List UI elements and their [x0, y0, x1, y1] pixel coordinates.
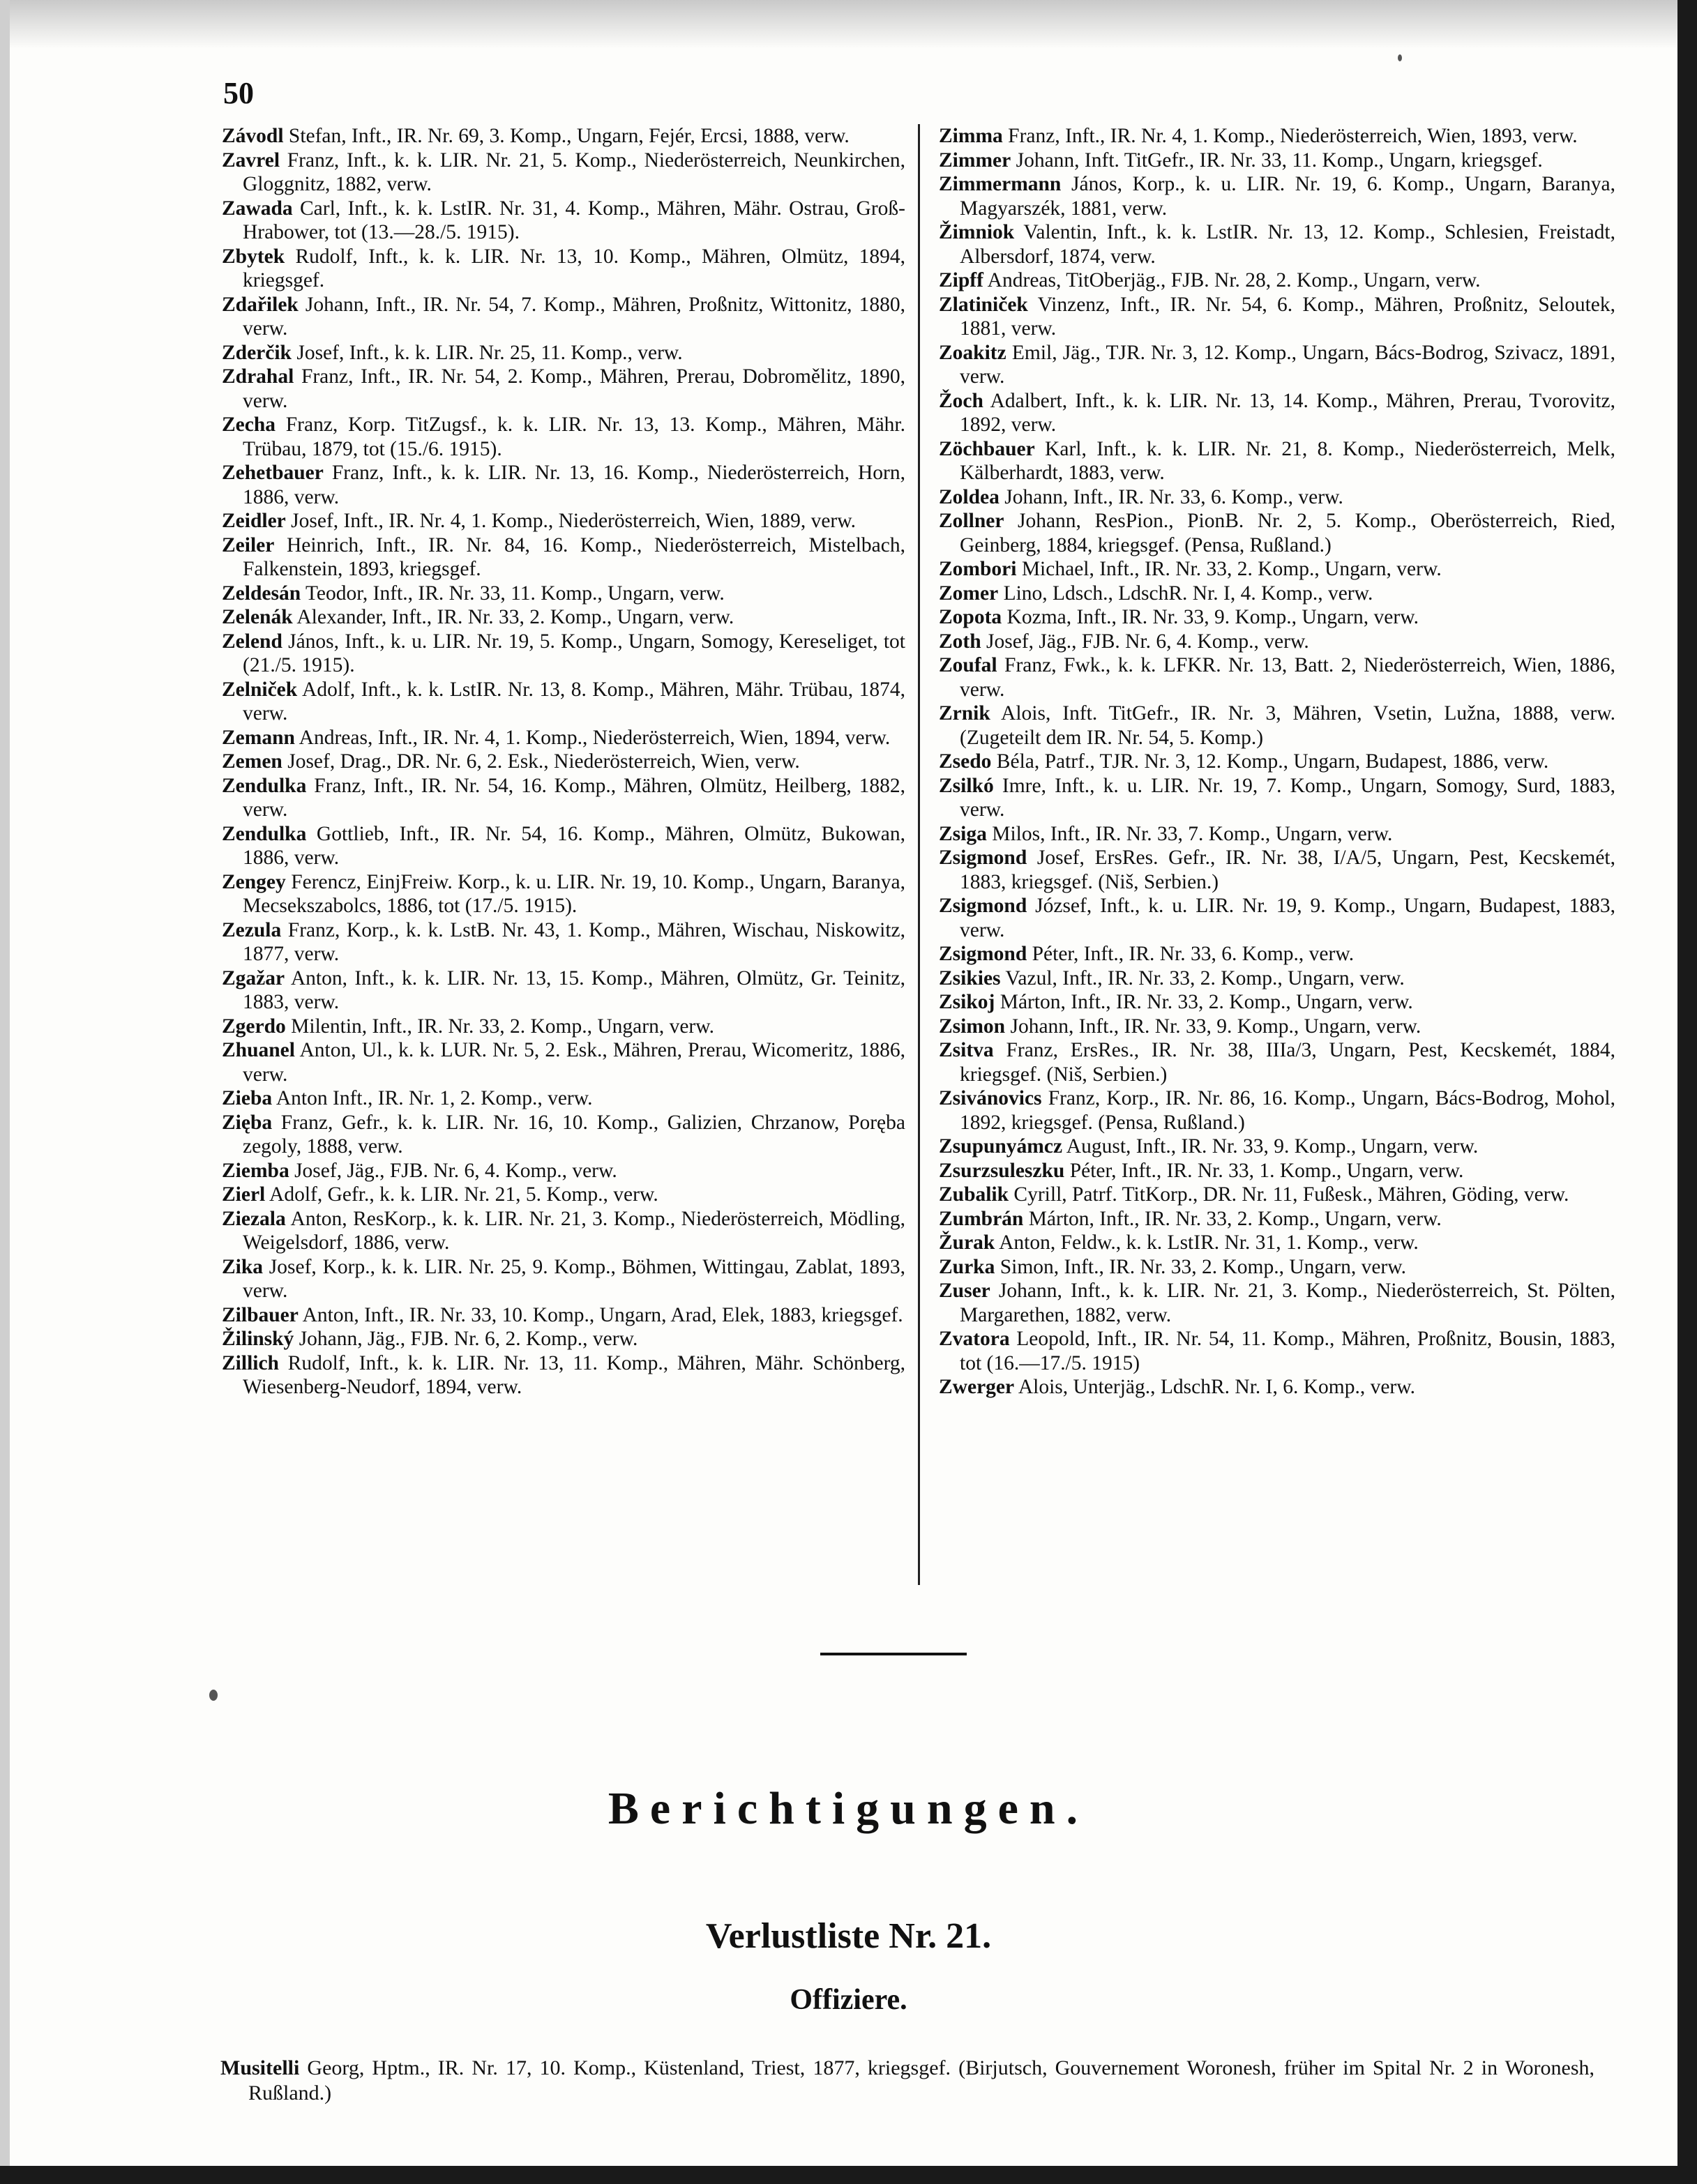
entry-text: Franz, Inft., k. k. LIR. Nr. 13, 16. Komp., Niederösterreich, Horn, 1886, verw.: [243, 462, 905, 508]
entry-name: Zombori: [939, 558, 1017, 580]
entry-name: Zendulka: [222, 822, 307, 845]
casualty-entry: [939, 605, 1615, 630]
ink-spot: [209, 1690, 218, 1701]
entry-name: Zsitva: [939, 1039, 994, 1061]
entry-text: Vinzenz, Inft., IR. Nr. 54, 6. Komp., Mähren, Proßnitz, Seloutek, 1881, verw.: [960, 293, 1615, 340]
entry-text: Johann, Inft., IR. Nr. 54, 7. Komp., Mähren, Proßnitz, Wittonitz, 1880, verw.: [243, 293, 905, 340]
entry-text: Adalbert, Inft., k. k. LIR. Nr. 13, 14. Komp., Mähren, Prerau, Tvorovitz, 1892, verw.: [960, 389, 1615, 436]
entry-text: Ferencz, EinjFreiw. Korp., k. u. LIR. Nr. 19, 10. Komp., Ungarn, Baranya, Mecsekszabolcs, 1886, tot (17./5. 1915).: [243, 870, 905, 917]
casualty-entry: [222, 774, 905, 822]
casualty-entry: [939, 1135, 1615, 1159]
entry-text: Carl, Inft., k. k. LstIR. Nr. 31, 4. Komp., Mähren, Mähr. Ostrau, Groß-Hrabower, tot (13.—28./5. 1915).: [243, 197, 905, 243]
casualty-entry: [222, 678, 905, 726]
ink-spot: [1398, 54, 1402, 61]
casualty-entry: [222, 1111, 905, 1159]
casualty-entry: [222, 1038, 905, 1086]
entry-name: Zollner: [939, 510, 1004, 532]
entry-name: Zavrel: [222, 149, 280, 172]
casualty-entry: [222, 1351, 905, 1400]
entry-text: Vazul, Inft., IR. Nr. 33, 2. Komp., Ungarn, verw.: [1000, 966, 1405, 989]
entry-name: Zöchbauer: [939, 437, 1035, 460]
casualty-entry: [222, 461, 905, 509]
casualty-entry: [939, 293, 1615, 341]
casualty-entry: [222, 750, 905, 774]
entry-text: Josef, Inft., k. k. LIR. Nr. 25, 11. Komp., verw.: [291, 341, 683, 364]
casualty-entry: [939, 894, 1615, 942]
entry-text: János, Inft., k. u. LIR. Nr. 19, 5. Komp., Ungarn, Somogy, Kereseliget, tot (21./5. 1915).: [243, 630, 905, 676]
casualty-entry: [939, 1231, 1615, 1255]
casualty-entry: [222, 293, 905, 341]
entry-name: Zumbrán: [939, 1207, 1024, 1230]
casualty-entry: [222, 918, 905, 966]
casualty-entry: [939, 1015, 1615, 1039]
casualty-entry: [222, 245, 905, 293]
entry-text: Anton, Feldw., k. k. LstIR. Nr. 31, 1. Komp., verw.: [995, 1231, 1419, 1254]
entry-text: Franz, Korp. TitZugsf., k. k. LIR. Nr. 13, 13. Komp., Mähren, Mähr. Trübau, 1879, tot (15./6. 1915).: [243, 414, 905, 460]
casualty-entry: [939, 1207, 1615, 1231]
left-column: [222, 124, 905, 1400]
entry-name: Žimniok: [939, 221, 1015, 243]
entry-text: Márton, Inft., IR. Nr. 33, 2. Komp., Ungarn, verw.: [995, 991, 1413, 1013]
entry-text: Josef, Jäg., FJB. Nr. 6, 4. Komp., verw.: [289, 1159, 617, 1182]
entry-text: Alexander, Inft., IR. Nr. 33, 2. Komp., Ungarn, verw.: [292, 606, 734, 628]
casualty-entry: [222, 822, 905, 870]
casualty-entry: [222, 1207, 905, 1255]
entry-text: Milos, Inft., IR. Nr. 33, 7. Komp., Ungarn, verw.: [986, 822, 1393, 845]
casualty-entry: [939, 124, 1615, 149]
entry-text: Anton Inft., IR. Nr. 1, 2. Komp., verw.: [272, 1087, 593, 1109]
casualty-entry: [939, 1375, 1615, 1400]
entry-name: Zurka: [939, 1255, 995, 1278]
entry-text: Johann, ResPion., PionB. Nr. 2, 5. Komp., Oberösterreich, Ried, Geinberg, 1884, kriegsgef. (Pensa, Rußland.): [960, 510, 1615, 556]
casualty-entry: [222, 1159, 905, 1183]
entry-name: Zsiga: [939, 822, 987, 845]
entry-text: Cyrill, Patrf. TitKorp., DR. Nr. 11, Fußesk., Mähren, Göding, verw.: [1009, 1183, 1569, 1206]
entry-text: Franz, Inft., k. k. LIR. Nr. 21, 5. Komp., Niederösterreich, Neunkirchen, Gloggnitz, 1882, verw.: [243, 149, 905, 195]
entry-name: Žilinský: [222, 1328, 294, 1350]
list-heading: Verlustliste Nr. 21.: [705, 1916, 992, 1956]
casualty-entry: [939, 966, 1615, 991]
entry-name: Zawada: [222, 197, 293, 220]
casualty-entry: [939, 653, 1615, 702]
entry-text: Béla, Patrf., TJR. Nr. 3, 12. Komp., Ungarn, Budapest, 1886, verw.: [991, 750, 1549, 773]
right-column: [939, 124, 1615, 1400]
column-divider: [918, 124, 920, 1585]
entry-name: Zelend: [222, 630, 282, 653]
entry-name: Žurak: [939, 1231, 995, 1254]
entry-text: János, Korp., k. u. LIR. Nr. 19, 6. Komp., Ungarn, Baranya, Magyarszék, 1881, verw.: [960, 173, 1615, 220]
entry-text: József, Inft., k. u. LIR. Nr. 19, 9. Komp., Ungarn, Budapest, 1883, verw.: [960, 895, 1615, 941]
entry-name: Zsupunyámcz: [939, 1135, 1063, 1158]
entry-name: Zoldea: [939, 485, 1000, 508]
entry-text: August, Inft., IR. Nr. 33, 9. Komp., Ungarn, verw.: [1062, 1135, 1479, 1158]
casualty-entry: [939, 1183, 1615, 1207]
entry-text: Imre, Inft., k. u. LIR. Nr. 19, 7. Komp., Ungarn, Somogy, Surd, 1883, verw.: [960, 774, 1615, 821]
casualty-entry: [222, 630, 905, 678]
officers-heading: Offiziere.: [790, 1984, 907, 2016]
entry-text: Andreas, TitOberjäg., FJB. Nr. 28, 2. Komp., Ungarn, verw.: [983, 269, 1481, 291]
entry-text: Gottlieb, Inft., IR. Nr. 54, 16. Komp., Mähren, Olmütz, Bukowan, 1886, verw.: [243, 822, 905, 869]
casualty-entry: [222, 413, 905, 461]
entry-name: Zelniček: [222, 678, 298, 701]
casualty-entry: [939, 702, 1615, 750]
entry-text: Valentin, Inft., k. k. LstIR. Nr. 13, 12. Komp., Schlesien, Freistadt, Albersdorf, 1874, verw.: [960, 221, 1615, 268]
entry-text: Péter, Inft., IR. Nr. 33, 6. Komp., verw.: [1027, 943, 1355, 965]
section-rule: [820, 1653, 967, 1655]
casualty-entry: [222, 726, 905, 750]
entry-name: Zimmer: [939, 149, 1011, 172]
casualty-entry: [222, 1255, 905, 1303]
entry-name: Zika: [222, 1255, 264, 1278]
entry-name: Zimmermann: [939, 173, 1062, 195]
entry-name: Zelenák: [222, 606, 293, 628]
casualty-entry: [222, 1183, 905, 1207]
entry-name: Zgažar: [222, 966, 285, 989]
casualty-entry: [222, 509, 905, 533]
officer-entry: [220, 2056, 1594, 2106]
entry-name: Zlatiniček: [939, 293, 1028, 316]
scan-border-bottom: [0, 2166, 1697, 2184]
entry-text: Georg, Hptm., IR. Nr. 17, 10. Komp., Küstenland, Triest, 1877, kriegsgef. (Birjutsch, Gouvernement Woronesh, früher im Spital Nr. 2 in Woronesh, Rußland.): [248, 2056, 1594, 2105]
entry-name: Zsigmond: [939, 943, 1027, 965]
casualty-entry: [939, 1159, 1615, 1183]
entry-name: Zomer: [939, 582, 999, 605]
casualty-entry: [222, 197, 905, 245]
entry-name: Zimma: [939, 125, 1003, 147]
casualty-entry: [939, 1327, 1615, 1375]
casualty-entry: [222, 124, 905, 149]
entry-text: Leopold, Inft., IR. Nr. 54, 11. Komp., Mähren, Proßnitz, Bousin, 1883, tot (16.—17./5. 1915): [960, 1328, 1615, 1374]
entry-text: Anton, Ul., k. k. LUR. Nr. 5, 2. Esk., Mähren, Prerau, Wicomeritz, 1886, verw.: [243, 1039, 905, 1086]
casualty-entry: [222, 870, 905, 918]
entry-name: Zecha: [222, 414, 276, 436]
entry-name: Závodl: [222, 125, 284, 147]
entry-text: Johann, Inft., k. k. LIR. Nr. 21, 3. Komp., Niederösterreich, St. Pölten, Margarethen, 1882, verw.: [960, 1280, 1615, 1326]
entry-name: Zehetbauer: [222, 462, 324, 484]
casualty-entry: [939, 557, 1615, 582]
entry-name: Zsikoj: [939, 991, 995, 1013]
entry-name: Musitelli: [220, 2056, 300, 2079]
entry-name: Zvatora: [939, 1328, 1010, 1350]
entry-name: Zubalik: [939, 1183, 1009, 1206]
casualty-entry: [222, 365, 905, 413]
entry-text: Franz, Korp., k. k. LstB. Nr. 43, 1. Komp., Mähren, Wischau, Niskowitz, 1877, verw.: [243, 918, 905, 965]
casualty-entry: [939, 630, 1615, 654]
entry-name: Zsedo: [939, 750, 992, 773]
casualty-entry: [939, 437, 1615, 485]
scan-shadow-left: [0, 0, 10, 2184]
entry-name: Zierl: [222, 1183, 266, 1206]
entry-name: Zipff: [939, 269, 983, 291]
entry-name: Ziezala: [222, 1207, 286, 1230]
casualty-entry: [939, 172, 1615, 220]
entry-text: Anton, Inft., IR. Nr. 33, 10. Komp., Ungarn, Arad, Elek, 1883, kriegsgef.: [298, 1303, 903, 1326]
entry-name: Zieba: [222, 1087, 273, 1109]
entry-name: Zsimon: [939, 1015, 1006, 1038]
casualty-entry: [939, 942, 1615, 966]
casualty-entry: [222, 582, 905, 606]
entry-text: Emil, Jäg., TJR. Nr. 3, 12. Komp., Ungarn, Bács-Bodrog, Szivacz, 1891, verw.: [960, 341, 1615, 388]
entry-name: Zsikies: [939, 966, 1001, 989]
casualty-entry: [222, 533, 905, 582]
entry-text: Simon, Inft., IR. Nr. 33, 2. Komp., Ungarn, verw.: [995, 1255, 1407, 1278]
casualty-entry: [222, 1086, 905, 1111]
corrections-heading: Berichtigungen.: [608, 1783, 1089, 1834]
entry-name: Zsigmond: [939, 895, 1027, 917]
entry-text: Franz, Korp., IR. Nr. 86, 16. Komp., Ungarn, Bács-Bodrog, Mohol, 1892, kriegsgef. (Pensa, Rußland.): [960, 1087, 1615, 1134]
entry-text: Milentin, Inft., IR. Nr. 33, 2. Komp., Ungarn, verw.: [285, 1015, 715, 1038]
entry-text: Michael, Inft., IR. Nr. 33, 2. Komp., Ungarn, verw.: [1016, 558, 1442, 580]
entry-text: Karl, Inft., k. k. LIR. Nr. 21, 8. Komp., Niederösterreich, Melk, Kälberhardt, 1883, verw.: [960, 437, 1615, 484]
entry-text: Franz, Gefr., k. k. LIR. Nr. 16, 10. Komp., Galizien, Chrzanow, Poręba zegoly, 1888, verw.: [243, 1111, 905, 1158]
entry-name: Žoch: [939, 389, 983, 412]
entry-name: Zoth: [939, 630, 981, 653]
entry-name: Zoufal: [939, 654, 997, 676]
casualty-entry: [939, 1038, 1615, 1086]
casualty-entry: [939, 341, 1615, 389]
entry-text: Lino, Ldsch., LdschR. Nr. I, 4. Komp., verw.: [998, 582, 1373, 605]
casualty-entry: [939, 1086, 1615, 1135]
entry-text: Anton, Inft., k. k. LIR. Nr. 13, 15. Komp., Mähren, Olmütz, Gr. Teinitz, 1883, verw.: [243, 966, 905, 1013]
entry-text: Franz, Fwk., k. k. LFKR. Nr. 13, Batt. 2, Niederösterreich, Wien, 1886, verw.: [960, 654, 1615, 701]
casualty-entry: [939, 750, 1615, 774]
entry-name: Zsivánovics: [939, 1087, 1042, 1109]
entry-name: Zilbauer: [222, 1303, 299, 1326]
entry-name: Zdrahal: [222, 365, 294, 388]
entry-text: Rudolf, Inft., k. k. LIR. Nr. 13, 10. Komp., Mähren, Olmütz, 1894, kriegsgef.: [243, 245, 905, 291]
entry-name: Zbytek: [222, 245, 285, 268]
casualty-entry: [939, 485, 1615, 510]
entry-text: Alois, Inft. TitGefr., IR. Nr. 3, Mähren, Vsetin, Lužna, 1888, verw. (Zugeteilt dem IR. Nr. 54, 5. Komp.): [960, 702, 1615, 749]
entry-name: Zezula: [222, 918, 282, 941]
casualty-entry: [939, 990, 1615, 1015]
entry-name: Zeidler: [222, 510, 286, 532]
entry-name: Zengey: [222, 870, 286, 893]
entry-text: Anton, ResKorp., k. k. LIR. Nr. 21, 3. Komp., Niederösterreich, Mödling, Weigelsdorf, 1886, verw.: [243, 1207, 905, 1254]
scan-border-right: [1677, 0, 1697, 2184]
entry-name: Zsurzsuleszku: [939, 1159, 1065, 1182]
entry-text: Josef, Jäg., FJB. Nr. 6, 4. Komp., verw.: [981, 630, 1309, 653]
page-number: 50: [223, 76, 254, 110]
entry-text: Péter, Inft., IR. Nr. 33, 1. Komp., Ungarn, verw.: [1064, 1159, 1464, 1182]
entry-text: Johann, Inft. TitGefr., IR. Nr. 33, 11. Komp., Ungarn, kriegsgef.: [1011, 149, 1543, 172]
entry-text: Johann, Inft., IR. Nr. 33, 6. Komp., verw.: [999, 485, 1343, 508]
entry-name: Zsigmond: [939, 847, 1027, 869]
entry-name: Zgerdo: [222, 1015, 286, 1038]
casualty-entry: [222, 966, 905, 1015]
entry-text: Stefan, Inft., IR. Nr. 69, 3. Komp., Ungarn, Fejér, Ercsi, 1888, verw.: [283, 125, 850, 147]
entry-name: Zeldesán: [222, 582, 301, 605]
entry-name: Zsilkó: [939, 774, 994, 797]
scan-shadow-top: [0, 0, 1697, 49]
casualty-entry: [939, 1279, 1615, 1327]
entry-name: Zeiler: [222, 533, 275, 556]
casualty-entry: [222, 1303, 905, 1328]
entry-text: Franz, Inft., IR. Nr. 54, 16. Komp., Mähren, Olmütz, Heilberg, 1882, verw.: [243, 774, 905, 821]
entry-name: Zemen: [222, 750, 282, 773]
entry-text: Heinrich, Inft., IR. Nr. 84, 16. Komp., Niederösterreich, Mistelbach, Falkenstein, 1893, kriegsgef.: [243, 533, 905, 580]
entry-text: Josef, Inft., IR. Nr. 4, 1. Komp., Niederösterreich, Wien, 1889, verw.: [285, 510, 857, 532]
entry-name: Zuser: [939, 1280, 990, 1302]
entry-name: Zemann: [222, 726, 295, 749]
casualty-entry: [939, 582, 1615, 606]
entry-name: Zoakitz: [939, 341, 1006, 364]
casualty-entry: [939, 149, 1615, 173]
casualty-entry: [939, 389, 1615, 437]
casualty-entry: [222, 149, 905, 197]
entry-name: Zendulka: [222, 774, 307, 797]
entry-text: Johann, Jäg., FJB. Nr. 6, 2. Komp., verw.: [294, 1328, 638, 1350]
entry-text: Johann, Inft., IR. Nr. 33, 9. Komp., Ungarn, verw.: [1005, 1015, 1421, 1038]
entry-name: Zderčik: [222, 341, 292, 364]
entry-name: Zwerger: [939, 1376, 1015, 1398]
entry-text: Márton, Inft., IR. Nr. 33, 2. Komp., Ungarn, verw.: [1023, 1207, 1442, 1230]
entry-name: Zopota: [939, 606, 1002, 628]
entry-name: Zillich: [222, 1351, 279, 1374]
entry-text: Josef, Drag., DR. Nr. 6, 2. Esk., Niederösterreich, Wien, verw.: [282, 750, 800, 773]
entry-name: Zhuanel: [222, 1039, 295, 1061]
entry-text: Rudolf, Inft., k. k. LIR. Nr. 13, 11. Komp., Mähren, Mähr. Schönberg, Wiesenberg-Neudorf, 1894, verw.: [243, 1351, 905, 1398]
casualty-entry: [939, 1255, 1615, 1280]
entry-text: Franz, Inft., IR. Nr. 4, 1. Komp., Niederösterreich, Wien, 1893, verw.: [1002, 125, 1578, 147]
entry-name: Zrnik: [939, 702, 990, 725]
entry-name: Ziemba: [222, 1159, 289, 1182]
entry-text: Teodor, Inft., IR. Nr. 33, 11. Komp., Ungarn, verw.: [301, 582, 725, 605]
casualty-entry: [222, 341, 905, 365]
casualty-entry: [222, 1327, 905, 1351]
entry-text: Adolf, Inft., k. k. LstIR. Nr. 13, 8. Komp., Mähren, Mähr. Trübau, 1874, verw.: [243, 678, 905, 725]
casualty-entry: [222, 1015, 905, 1039]
casualty-entry: [939, 774, 1615, 822]
entry-name: Zięba: [222, 1111, 273, 1134]
casualty-entry: [939, 822, 1615, 847]
casualty-entry: [939, 268, 1615, 293]
entry-text: Franz, Inft., IR. Nr. 54, 2. Komp., Mähren, Prerau, Dobromělitz, 1890, verw.: [243, 365, 905, 412]
entry-text: Andreas, Inft., IR. Nr. 4, 1. Komp., Niederösterreich, Wien, 1894, verw.: [294, 726, 891, 749]
casualty-entry: [939, 220, 1615, 268]
entry-text: Josef, Korp., k. k. LIR. Nr. 25, 9. Komp., Böhmen, Wittingau, Zablat, 1893, verw.: [243, 1255, 905, 1302]
casualty-entry: [939, 846, 1615, 894]
entry-text: Alois, Unterjäg., LdschR. Nr. I, 6. Komp., verw.: [1014, 1376, 1416, 1398]
entry-text: Kozma, Inft., IR. Nr. 33, 9. Komp., Ungarn, verw.: [1002, 606, 1419, 628]
entry-name: Zdařilek: [222, 293, 299, 316]
casualty-entry: [222, 605, 905, 630]
entry-text: Franz, ErsRes., IR. Nr. 38, IIIa/3, Ungarn, Pest, Kecskemét, 1884, kriegsgef. (Niš, Serbien.): [960, 1039, 1615, 1086]
entry-text: Adolf, Gefr., k. k. LIR. Nr. 21, 5. Komp., verw.: [265, 1183, 658, 1206]
entry-text: Josef, ErsRes. Gefr., IR. Nr. 38, I/A/5, Ungarn, Pest, Kecskemét, 1883, kriegsgef. (Niš, Serbien.): [960, 847, 1615, 893]
casualty-entry: [939, 509, 1615, 557]
